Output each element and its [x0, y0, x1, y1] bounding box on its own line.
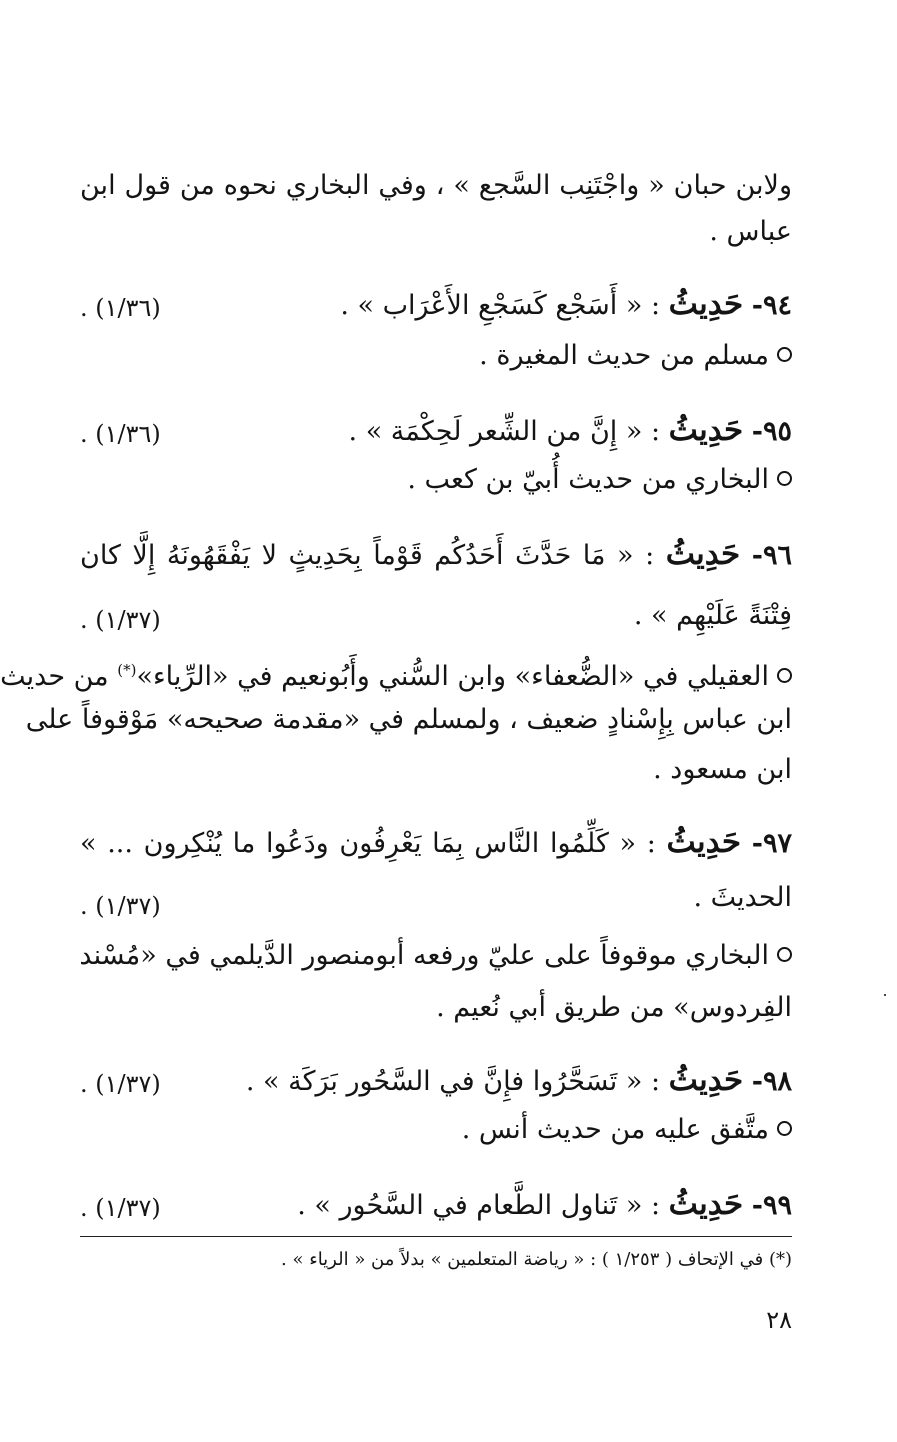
hadith-heading-96 [80, 534, 792, 576]
hadith-number: ٩٨- [751, 1066, 792, 1097]
hadith-keyword: حَدِيثُ [665, 536, 741, 572]
hadith-heading-99 [80, 1184, 792, 1226]
hadith-reference-96: (١/٣٧) . [80, 606, 161, 634]
hadith-number: ٩٧- [751, 828, 792, 859]
hadith-keyword: حَدِيثُ [668, 286, 744, 322]
hadith-reference-98: (١/٣٧) . [80, 1070, 161, 1098]
footnote: (*) في الإتحاف ( ١/٢٥٣ ) : « رياضة المتعلمين » بدلاً من « الرياء » . [281, 1249, 792, 1270]
hadith-reference-94: (١/٣٦) . [80, 294, 161, 322]
margin-dot [884, 994, 886, 996]
hadith-keyword: حَدِيثُ [668, 1062, 744, 1098]
hadith-source-97-line-2: الفِردوس» من طريق أبي نُعيم . [436, 992, 792, 1023]
hadith-reference-97: (١/٣٧) . [80, 892, 161, 920]
hadith-source-94: مسلم من حديث المغيرة . [80, 336, 792, 376]
hadith-heading-95 [80, 410, 792, 452]
circle-bullet-icon [777, 471, 792, 486]
intro-line-2: عباس . [709, 216, 792, 247]
hadith-text: : « تَناول الطَّعام في السَّحُور » . [297, 1190, 661, 1221]
hadith-number: ٩٩- [751, 1190, 792, 1221]
hadith-text: : « كَلِّمُوا النَّاس بِمَا يَعْرِفُون ودَعُوا ما يُنْكِرون ... » [80, 828, 656, 859]
circle-bullet-icon [777, 347, 792, 362]
hadith-source-95: البخاري من حديث أُبيّ بن كعب . [80, 460, 792, 500]
hadith-source-96-line-3: ابن مسعود . [653, 754, 792, 785]
circle-bullet-icon [777, 668, 792, 683]
hadith-source-96-line-2: ابن عباس بِإِسْنادٍ ضعيف ، ولمسلم في «مقدمة صحيحه» مَوْقوفاً على [25, 704, 792, 735]
hadith-text-97-cont: الحديثَ . [693, 882, 792, 913]
hadith-text: : « تَسَحَّرُوا فإِنَّ في السَّحُور بَرَكَة » . [245, 1066, 661, 1097]
hadith-text-96-cont: فِتْنَةً عَلَيْهِم » . [633, 600, 792, 631]
circle-bullet-icon [777, 947, 792, 962]
hadith-heading-97 [80, 822, 792, 864]
hadith-text: : « مَا حَدَّثَ أَحَدُكُم قَوْماً بِحَدِيثٍ لا يَفْقَهُونَهُ إِلَّا كان [80, 540, 655, 571]
hadith-text: : « أَسَجْع كَسَجْعِ الأَعْرَاب » . [340, 290, 661, 321]
hadith-keyword: حَدِيثُ [668, 412, 744, 448]
hadith-keyword: حَدِيثُ [666, 824, 742, 860]
hadith-number: ٩٦- [751, 540, 792, 571]
hadith-number: ٩٤- [751, 290, 792, 321]
intro-line-1: ولابن حبان « واجْتَنِب السَّجع » ، وفي البخاري نحوه من قول ابن [80, 170, 792, 201]
footnote-marker: (*) [117, 661, 137, 679]
hadith-source-96: العقيلي في «الضُّعفاء» وابن السُّني وأَبُونعيم في «الرِّياء»(*) من حديث [80, 650, 792, 697]
hadith-text: : « إِنَّ من الشِّعر لَحِكْمَة » . [348, 416, 661, 447]
footnote-divider [80, 1236, 792, 1237]
hadith-reference-99: (١/٣٧) . [80, 1194, 161, 1222]
hadith-keyword: حَدِيثُ [668, 1186, 744, 1222]
hadith-number: ٩٥- [751, 416, 792, 447]
hadith-source-97: البخاري موقوفاً على عليّ ورفعه أبومنصور الدَّيلمي في «مُسْند [80, 936, 792, 976]
hadith-reference-95: (١/٣٦) . [80, 420, 161, 448]
hadith-heading-94 [80, 284, 792, 326]
hadith-source-98: متَّفق عليه من حديث أنس . [80, 1110, 792, 1150]
circle-bullet-icon [777, 1121, 792, 1136]
hadith-heading-98 [80, 1060, 792, 1102]
page-number: ٢٨ [766, 1306, 792, 1334]
